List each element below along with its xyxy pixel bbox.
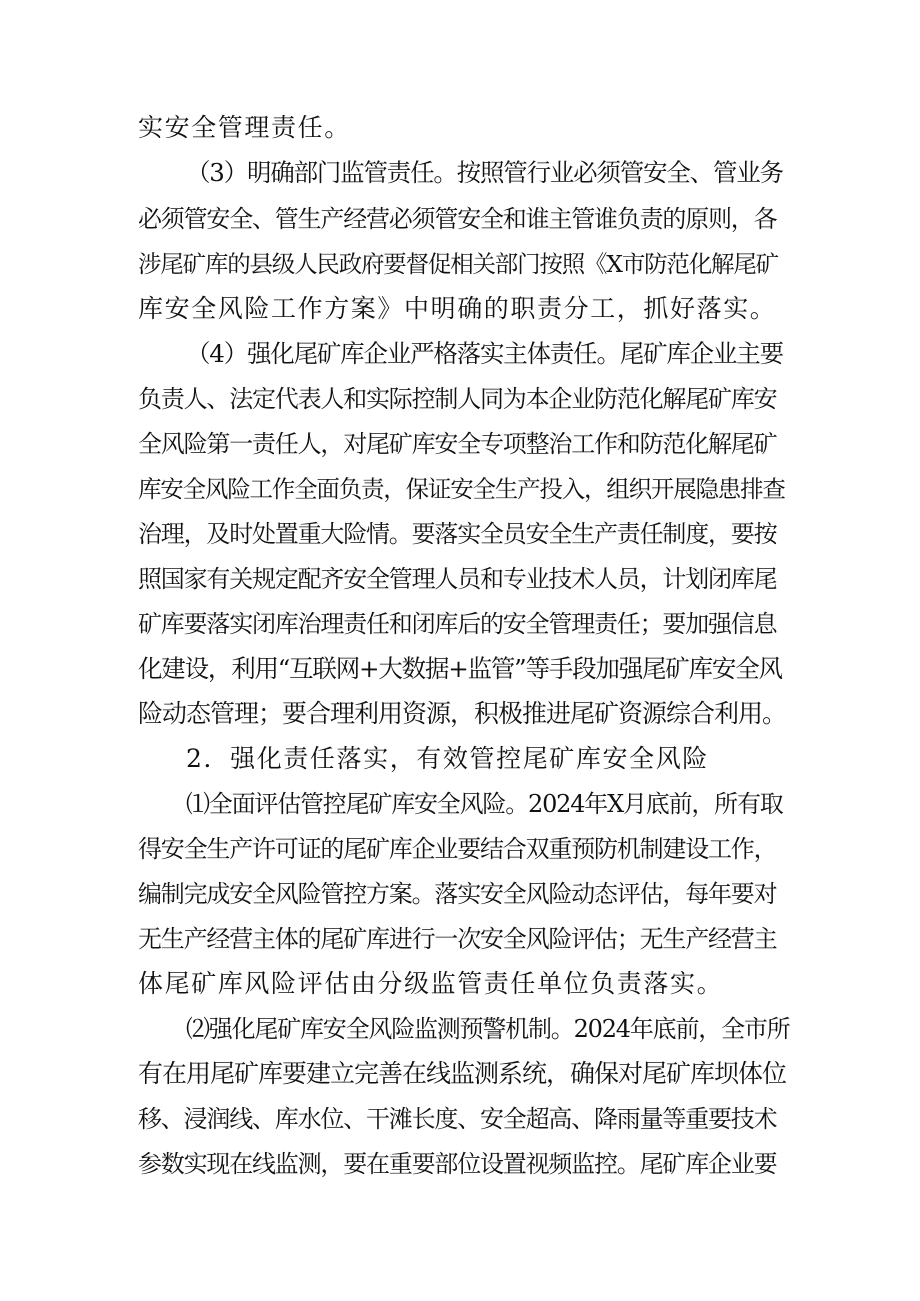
text-line-9: 库安全风险工作全面负责，保证安全生产投入，组织开展隐患排查 <box>138 475 785 503</box>
section-heading: 2．强化责任落实，有效管控尾矿库安全风险 <box>186 744 709 773</box>
text-line-10: 治理，及时处置重大险情。要落实全员安全生产责任制度，要按 <box>138 520 777 548</box>
text-line-7: 负责人、法定代表人和实际控制人同为本企业防范化解尾矿库安 <box>138 385 777 413</box>
text-line-8: 全风险第一责任人，对尾矿库安全专项整治工作和防范化解尾矿 <box>138 430 777 458</box>
text-line-3: 必须管安全、管生产经营必须管安全和谁主管谁负责的原则，各 <box>138 205 777 233</box>
text-line-6: （4）强化尾矿库企业严格落实主体责任。尾矿库企业主要 <box>186 339 783 368</box>
text-line-5: 库安全风险工作方案》中明确的职责分工，抓好落实。 <box>138 294 777 323</box>
text-line-11: 照国家有关规定配齐安全管理人员和专业技术人员，计划闭库尾 <box>138 565 777 593</box>
text-line-22: 有在用尾矿库要建立完善在线监测系统，确保对尾矿库坝体位 <box>138 1059 787 1088</box>
text-line-4: 涉尾矿库的县级人民政府要督促相关部门按照《X市防范化解尾矿 <box>138 250 778 278</box>
text-line-18: 编制完成安全风险管控方案。落实安全风险动态评估，每年要对 <box>138 880 777 908</box>
text-line-19: 无生产经营主体的尾矿库进行一次安全风险评估；无生产经营主 <box>138 925 777 953</box>
text-line-21: ⑵强化尾矿库安全风险监测预警机制。2024年底前，全市所 <box>186 1015 790 1043</box>
text-line-2: （3）明确部门监管责任。按照管行业必须管安全、管业务 <box>186 158 783 187</box>
text-line-20: 体尾矿库风险评估由分级监管责任单位负责落实。 <box>138 969 724 998</box>
text-line-12: 矿库要落实闭库治理责任和闭库后的安全管理责任；要加强信息 <box>138 610 777 638</box>
text-line-16: ⑴全面评估管控尾矿库安全风险。2024年X月底前，所有取 <box>186 790 783 818</box>
text-line-24: 参数实现在线监测，要在重要部位设置视频监控。尾矿库企业要 <box>138 1150 777 1178</box>
text-line-1: 实安全管理责任。 <box>138 113 351 142</box>
text-line-23: 移、浸润线、库水位、干滩长度、安全超高、降雨量等重要技术 <box>138 1105 777 1133</box>
text-line-14: 险动态管理；要合理利用资源，积极推进尾矿资源综合利用。 <box>138 699 787 728</box>
text-line-13: 化建设，利用“互联网+大数据+监管”等手段加强尾矿库安全风 <box>138 654 782 683</box>
text-line-17: 得安全生产许可证的尾矿库企业要结合双重预防机制建设工作， <box>138 835 777 863</box>
